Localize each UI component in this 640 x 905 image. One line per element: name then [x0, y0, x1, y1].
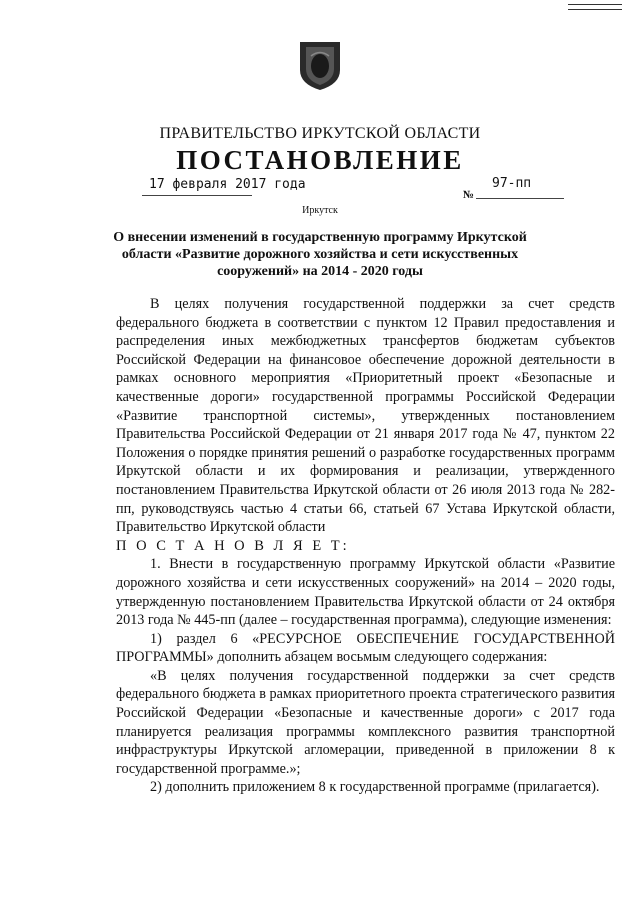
government-name: ПРАВИТЕЛЬСТВО ИРКУТСКОЙ ОБЛАСТИ [159, 125, 481, 142]
quoted-paragraph: «В целях получения государственной поддержки за счет средств федерального бюджета в рамках приоритетного проекта стратегического развития Российской Федерации «Безопасные и качественные дороги» с 2017 года планируется реализация программы комплексного развития транспортной инфраструктуры Иркутской агломерации, приведенной в приложении 8 к государственной программе.»; [116, 667, 615, 777]
document-number: 97-пп [492, 176, 532, 191]
document-city: Иркутск [302, 205, 338, 216]
number-underline [476, 198, 564, 199]
document-type: ПОСТАНОВЛЕНИЕ [176, 145, 464, 175]
title-line: О внесении изменений в государственную программу Иркутской [113, 230, 527, 245]
item-1-paragraph: 1. Внести в государственную программу Иркутской области «Развитие дорожного хозяйства и сети искусственных сооружений» на 2014 – 2020 годы, утвержденную постановлением Правительства Иркутской области от 24 октября 2013 года № 445-пп (далее – государственная программа), следующие изменения: [116, 556, 615, 629]
preamble-paragraph: В целях получения государственной поддержки за счет средств федерального бюджета в соответствии с пунктом 12 Правил предоставления и распределения иных межбюджетных трансфертов бюджетам субъектов Российской Федерации на финансовое обеспечение дорожной деятельности в рамках основного мероприятия «Приоритетный проект «Безопасные и качественные дороги» государственной программы Российской Федерации «Развитие транспортной системы», утвержденных постановлением Правительства Российской Федерации от 21 января 2017 года № 47, пунктом 22 Положения о порядке принятия решений о разработке государственных программ Иркутской области и их формирования и реализации, утвержденного постановлением Правительства Иркутской области от 26 июля 2013 года № 282-пп, руководствуясь частью 4 статьи 66, статьей 67 Устава Иркутской области, Правительство Иркутской области [116, 296, 615, 536]
document-date: 17 февраля 2017 года [149, 177, 306, 192]
item-1-2-paragraph: 2) дополнить приложением 8 к государственной программе (прилагается). [150, 779, 600, 796]
date-underline [142, 195, 252, 196]
number-label: № [463, 189, 475, 201]
document-title [110, 229, 530, 280]
item-1-1-paragraph: 1) раздел 6 «РЕСУРСНОЕ ОБЕСПЕЧЕНИЕ ГОСУДАРСТВЕННОЙ ПРОГРАММЫ» дополнить абзацем восьмым следующего содержания: [116, 630, 615, 666]
coat-of-arms-icon [297, 40, 343, 92]
title-line: области «Развитие дорожного хозяйства и сети искусственных [121, 247, 519, 262]
resolves-heading: П О С Т А Н О В Л Я Е Т: [116, 537, 350, 554]
document-body [116, 295, 615, 797]
title-line: сооружений» на 2014 - 2020 годы [217, 264, 423, 279]
scan-mark [568, 4, 622, 10]
